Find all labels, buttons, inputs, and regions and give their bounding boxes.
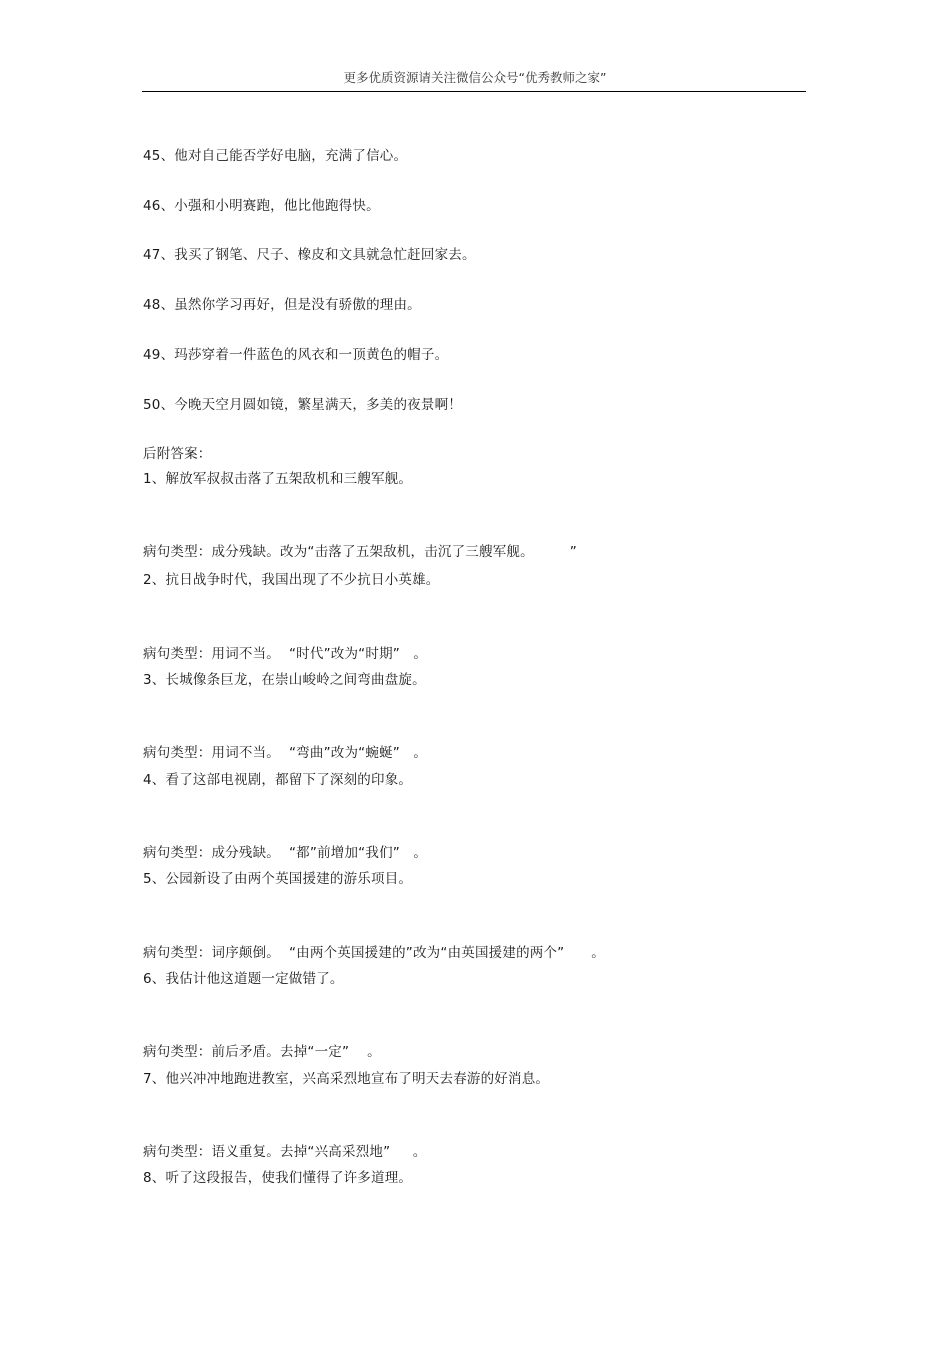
question-47: 47、我买了钢笔、尺子、橡皮和文具就急忙赶回家去。 — [143, 247, 476, 263]
answer-sentence-3: 3、长城像条巨龙，在崇山峻岭之间弯曲盘旋。 — [143, 672, 426, 688]
answer-analysis-4: 病句类型：成分残缺。 “都”前增加“我们” 。 — [143, 845, 428, 861]
question-49: 49、玛莎穿着一件蓝色的风衣和一顶黄色的帽子。 — [143, 347, 449, 363]
answer-sentence-1: 1、解放军叔叔击落了五架敌机和三艘军舰。 — [143, 471, 413, 487]
answer-sentence-2: 2、抗日战争时代，我国出现了不少抗日小英雄。 — [143, 572, 440, 588]
answer-sentence-6: 6、我估计他这道题一定做错了。 — [143, 971, 344, 987]
question-45: 45、他对自己能否学好电脑，充满了信心。 — [143, 148, 408, 164]
answer-sentence-7: 7、他兴冲冲地跑进教室，兴高采烈地宣布了明天去春游的好消息。 — [143, 1071, 550, 1087]
answers-title: 后附答案： — [143, 446, 212, 462]
answer-sentence-4: 4、看了这部电视剧，都留下了深刻的印象。 — [143, 772, 413, 788]
answer-analysis-3: 病句类型：用词不当。 “弯曲”改为“蜿蜒” 。 — [143, 745, 428, 761]
answer-analysis-5: 病句类型：词序颠倒。 “由两个英国援建的”改为“由英国援建的两个” 。 — [143, 945, 606, 961]
answer-analysis-2: 病句类型：用词不当。 “时代”改为“时期” 。 — [143, 646, 428, 662]
answer-analysis-1: 病句类型：成分残缺。改为“击落了五架敌机，击沉了三艘军舰。 ” — [143, 544, 577, 560]
answer-analysis-6: 病句类型：前后矛盾。去掉“一定” 。 — [143, 1044, 381, 1060]
answer-sentence-5: 5、公园新设了由两个英国援建的游乐项目。 — [143, 871, 413, 887]
answer-sentence-8: 8、听了这段报告，使我们懂得了许多道理。 — [143, 1170, 413, 1186]
question-50: 50、今晚天空月圆如镜，繁星满天，多美的夜景啊！ — [143, 397, 462, 413]
header-divider — [142, 91, 806, 92]
answer-analysis-7: 病句类型：语义重复。去掉“兴高采烈地” 。 — [143, 1144, 427, 1160]
question-46: 46、小强和小明赛跑，他比他跑得快。 — [143, 198, 380, 214]
page-header: 更多优质资源请关注微信公众号“优秀教师之家” — [343, 70, 607, 85]
question-48: 48、虽然你学习再好，但是没有骄傲的理由。 — [143, 297, 421, 313]
